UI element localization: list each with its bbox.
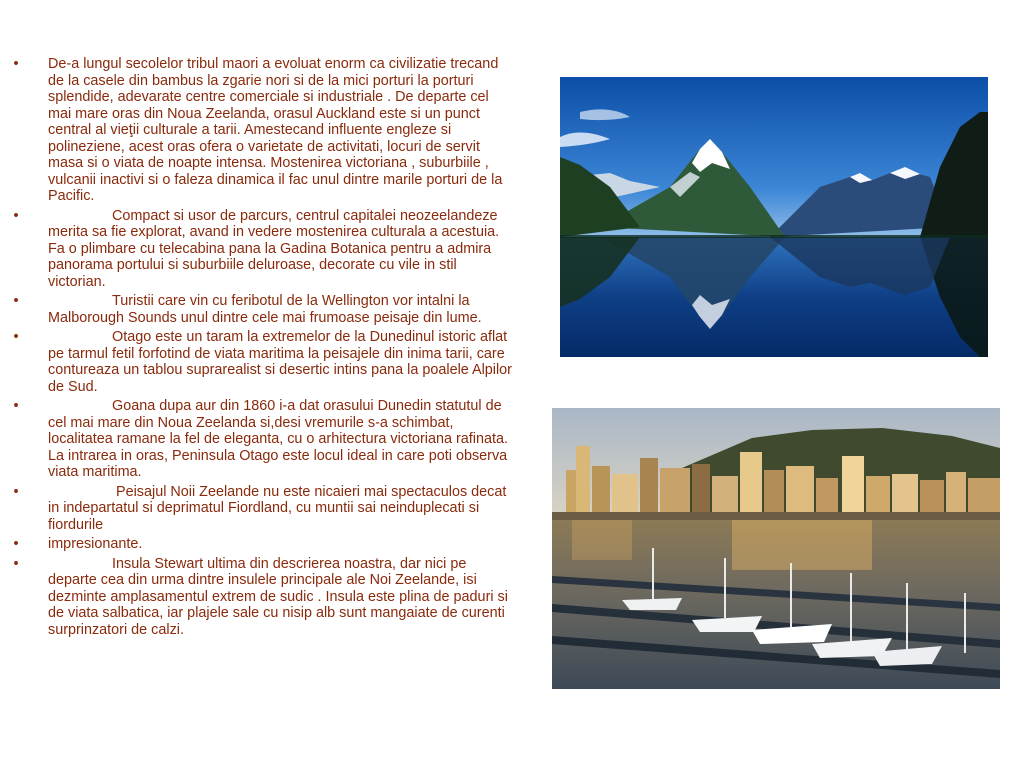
bullet-text: impresionante. [48, 536, 143, 552]
bullet-item [10, 329, 515, 395]
bullet-text: Turistii care vin cu feribotul de la Wellington vor intalni la Malborough Sounds unul dintre cele mai frumoase peisaje din lume. [48, 293, 482, 326]
bullet-text: Compact si usor de parcurs, centrul capitalei neozeelandeze merita sa fie explorat, avand in vedere mostenirea culturala a acestuia. Fa o plimbare cu telecabina pana la Gadina Botanica pentru a admira panorama portului si suburbiile deluroase, decorate cu vile in stil victorian. [48, 207, 500, 290]
bullet-item [10, 484, 515, 534]
bullet-marker: • [13, 56, 19, 72]
bullet-marker: • [13, 207, 19, 224]
bullet-text: De-a lungul secolelor tribul maori a evoluat enorm ca civilizatie trecand de la casele din bambus la zgarie nori si de la mici porturi la porturi splendide, adevarate centre comerciale si industriale . De departe cel mai mare oras din Noua Zeelanda, orasul Auckland este si un punct central al vieţii culturale a tarii. Amestecand influente engleze si polineziene, acest oras ofera o varietate de activitati, locuri de servit masa si o viata de noapte intensa. Mostenirea victoriana , suburbiile , vulcanii inactivi si o faleza dinamica il fac unul dintre marile porturi de la Pacific. [48, 56, 503, 204]
bullet-marker: • [13, 398, 19, 414]
bullet-text: Insula Stewart ultima din descrierea noastra, dar nici pe departe cea din urma dintre insulele principale ale Noi Zeelande, isi dezminte amplasamentul extrem de sudic . Insula este plina de paduri si de viata salbatica, iar plajele sale cu nisip alb sunt mangaiate de curenti surprinzatori de calzi. [48, 555, 508, 638]
bullet-marker: • [13, 536, 19, 552]
bullet-marker: • [13, 483, 19, 500]
bullet-marker: • [13, 293, 19, 309]
bullet-item [10, 208, 515, 291]
bullet-text: Otago este un taram la extremelor de la Dunedinul istoric aflat pe tarmul fetil forfotind de viata maritima la peisajele din inima tarii, care contureaza un tablou suprarealist si desertic intins pana la poalele Alpilor de Sud. [48, 329, 512, 395]
mountain-lake-photo [560, 77, 988, 357]
text-column [10, 56, 515, 641]
bullet-marker: • [13, 329, 19, 345]
bullet-item [10, 398, 515, 481]
bullet-text: Peisajul Noii Zeelande nu este nicaieri mai spectaculos decat in indepartatul si deprimatul Fiordland, cu muntii sai neinduplecati si fiordurile [48, 483, 507, 533]
bullet-item [10, 293, 515, 326]
bullet-item [10, 56, 515, 205]
bullet-marker: • [13, 555, 19, 572]
harbor-city-photo [552, 408, 1000, 689]
bullet-item [10, 536, 515, 553]
bullet-list [10, 56, 515, 638]
bullet-text: Goana dupa aur din 1860 i-a dat orasului Dunedin statutul de cel mai mare din Noua Zeelanda si,desi vremurile s-a schimbat, localitatea ramane la fel de eleganta, cu o arhitectura victoriana rafinata. La intrarea in oras, Peninsula Otago este locul ideal in care poti observa viata maritima. [48, 398, 508, 480]
bullet-item [10, 556, 515, 639]
